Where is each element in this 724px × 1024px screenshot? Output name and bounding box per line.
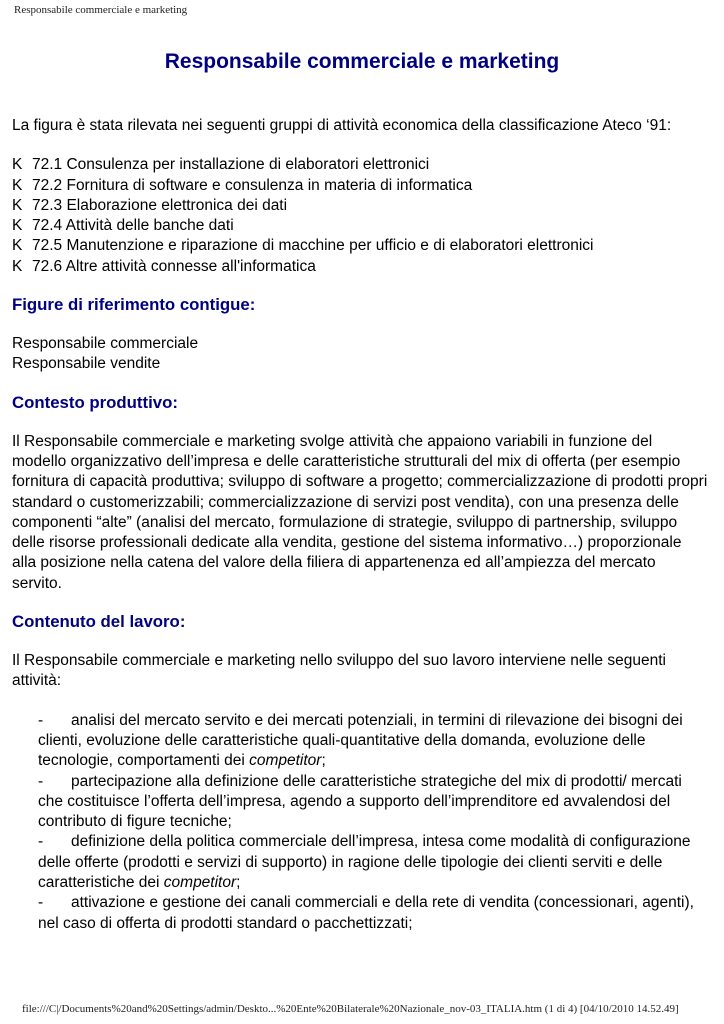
activity-emphasis: competitor xyxy=(163,874,237,892)
section-heading-contenuto: Contenuto del lavoro: xyxy=(12,612,186,632)
activity-text: partecipazione alla definizione delle caratteristiche strategiche del mix di prodotti/ mercati che costituisce l’offerta dell’impresa, agendo a supporto dell’imprenditore ed avvalendosi del contributo di figure tecniche; xyxy=(38,772,682,831)
activity-text: analisi del mercato servito e dei mercati potenziali, in termini di rilevazione dei bisogni dei clienti, evoluzione delle caratteristiche quali-quantitative della domanda, evoluzione delle tecnologie, comportamenti dei xyxy=(38,711,683,770)
dash-marker: - xyxy=(38,833,44,851)
activity-list xyxy=(38,711,708,934)
work-intro-paragraph: Il Responsabile commerciale e marketing nello sviluppo del suo lavoro interviene nelle seguenti attività: xyxy=(12,652,666,690)
activity-item xyxy=(38,772,708,833)
code-prefix: K xyxy=(12,196,23,214)
list-item xyxy=(12,216,708,236)
activity-text: definizione della politica commerciale dell’impresa, intesa come modalità di configurazione delle offerte (prodotti e servizi di supporto) in ragione delle tipologie dei clienti serviti e delle caratteristiche dei xyxy=(38,833,691,892)
code-text: 72.5 Manutenzione e riparazione di macchine per ufficio e di elaboratori elettronici xyxy=(32,237,594,255)
list-item xyxy=(12,196,708,216)
code-prefix: K xyxy=(12,217,23,235)
list-item xyxy=(12,236,708,256)
activity-item xyxy=(38,711,708,772)
code-prefix: K xyxy=(12,237,23,255)
dash-marker: - xyxy=(38,772,44,790)
activity-item xyxy=(38,832,708,893)
code-text: 72.1 Consulenza per installazione di elaboratori elettronici xyxy=(32,156,430,174)
code-text: 72.6 Altre attività connesse all'informatica xyxy=(32,257,316,275)
code-text: 72.2 Fornitura di software e consulenza in materia di informatica xyxy=(32,176,473,194)
dash-marker: - xyxy=(38,894,44,912)
ateco-code-list xyxy=(12,155,708,277)
activity-text-end: ; xyxy=(236,874,241,892)
intro-paragraph: La figura è stata rilevata nei seguenti gruppi di attività economica della classificazione Ateco ‘91: xyxy=(12,117,672,134)
context-paragraph: Il Responsabile commerciale e marketing svolge attività che appaiono variabili in funzione del modello organizzativo dell’impresa e delle caratteristiche strutturali del mix di offerta (per esempio fornitura di capacità produttiva; sviluppo di software a progetto; commercializzazione di prodotti propri standard o customerizzabili; commercializzazione di servizi post vendita), con una presenza delle componenti “alte” (analisi del mercato, formulazione di strategie, sviluppo di partnership, sviluppo delle risorse professionali dedicate alla vendita, gestione del sistema informativo…) proporzionale alla posizione nella catena del valore della filiera di appartenenza ed all’ampiezza del mercato servito. xyxy=(12,432,708,592)
list-item xyxy=(12,257,708,277)
running-header: Responsabile commerciale e marketing xyxy=(14,4,188,16)
dash-marker: - xyxy=(38,711,44,729)
related-role: Responsabile vendite xyxy=(12,355,161,373)
code-text: 72.4 Attività delle banche dati xyxy=(32,217,234,235)
section-heading-contesto: Contesto produttivo: xyxy=(12,392,178,412)
activity-text-end: ; xyxy=(321,752,326,770)
code-prefix: K xyxy=(12,176,23,194)
code-prefix: K xyxy=(12,257,23,275)
section-heading-figure-contigue: Figure di riferimento contigue: xyxy=(12,295,256,315)
activity-emphasis: competitor xyxy=(249,752,322,770)
activity-text: attivazione e gestione dei canali commerciali e della rete di vendita (concessionari, agenti), nel caso di offerta di prodotti standard o pacchettizzati; xyxy=(38,894,694,932)
list-item xyxy=(12,155,708,175)
document-body xyxy=(12,116,708,934)
running-footer: file:///C|/Documents%20and%20Settings/admin/Deskto...%20Ente%20Bilaterale%20Nazionale_nov-03_ITALIA.htm (1 di 4) [04/10/2010 14.52.49] xyxy=(22,1003,679,1015)
code-prefix: K xyxy=(12,156,23,174)
related-role: Responsabile commerciale xyxy=(12,335,199,353)
code-text: 72.3 Elaborazione elettronica dei dati xyxy=(32,196,288,214)
activity-item xyxy=(38,893,708,934)
list-item xyxy=(12,176,708,196)
page-title: Responsabile commerciale e marketing xyxy=(164,50,560,73)
